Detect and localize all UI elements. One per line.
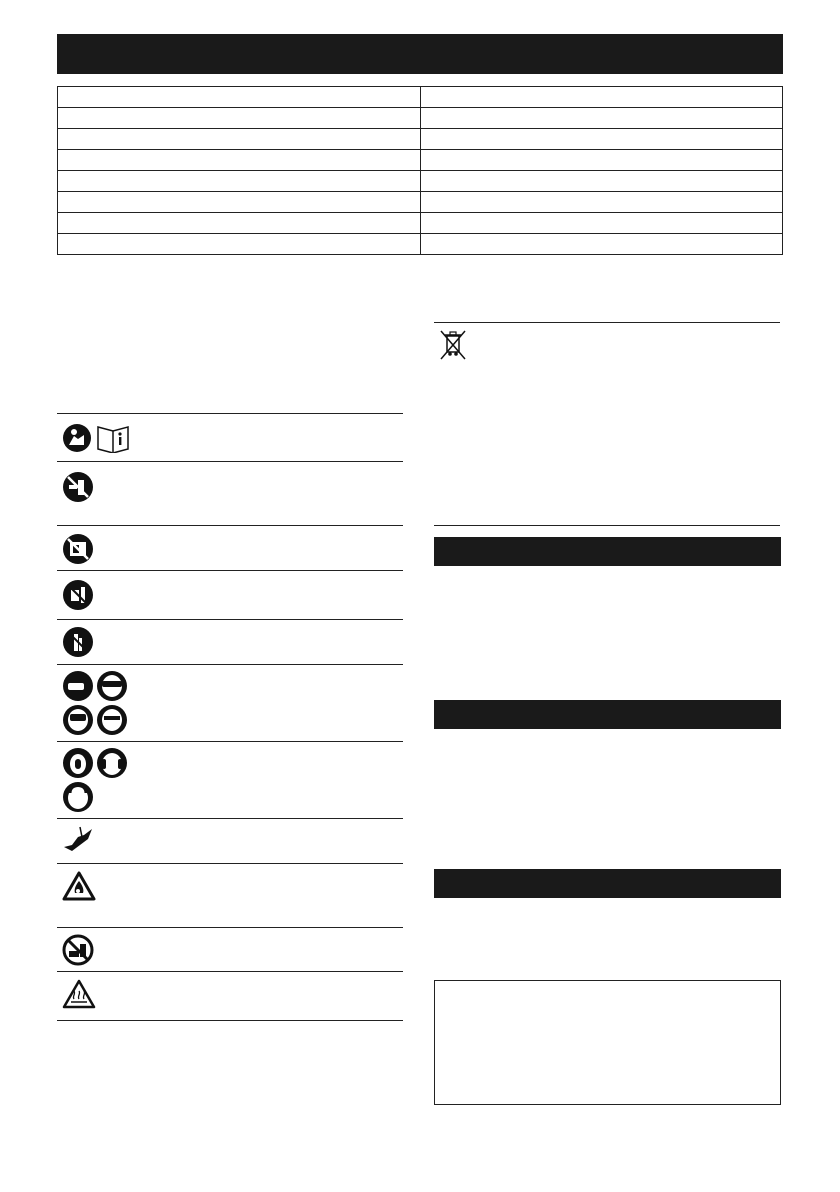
waste-section-top-rule xyxy=(434,322,780,323)
note-box xyxy=(434,980,781,1105)
symbols-rule xyxy=(57,741,403,742)
title-bar xyxy=(57,34,783,74)
spec-table-row xyxy=(58,87,783,108)
spec-value-cell xyxy=(420,150,783,171)
read-manual-icon xyxy=(62,423,162,458)
no-recoil-hand-icon xyxy=(62,471,94,508)
hot-surface-icon xyxy=(62,979,96,1014)
spec-value-cell xyxy=(420,234,783,255)
spec-value-cell xyxy=(420,87,783,108)
ear-protection-icons xyxy=(62,747,134,818)
spec-label-cell xyxy=(58,171,421,192)
section-heading-bar-1 xyxy=(434,537,781,566)
section-heading-bar-2 xyxy=(434,700,781,729)
specification-table xyxy=(57,86,783,255)
spec-table-row xyxy=(58,150,783,171)
eye-protection-icons xyxy=(62,670,134,741)
symbols-rule xyxy=(57,570,403,571)
symbols-rule xyxy=(57,413,403,414)
spec-table-row xyxy=(58,234,783,255)
spec-label-cell xyxy=(58,129,421,150)
symbols-rule xyxy=(57,664,403,665)
symbols-rule xyxy=(57,927,403,928)
spec-value-cell xyxy=(420,171,783,192)
no-blade-touch-icon xyxy=(62,533,94,570)
no-finger-icon xyxy=(62,579,94,616)
spec-label-cell xyxy=(58,108,421,129)
spec-value-cell xyxy=(420,192,783,213)
waste-section-bottom-rule xyxy=(434,525,780,526)
spec-table-row xyxy=(58,213,783,234)
section-heading-bar-3 xyxy=(434,869,781,898)
spec-label-cell xyxy=(58,213,421,234)
symbols-rule xyxy=(57,619,403,620)
fire-hazard-icon xyxy=(62,871,96,906)
spec-label-cell xyxy=(58,192,421,213)
no-smoking-fuel-icon xyxy=(62,934,94,971)
chainsaw-kickback-icon xyxy=(62,825,98,860)
spec-label-cell xyxy=(58,150,421,171)
symbols-rule xyxy=(57,1020,403,1021)
spec-table-row xyxy=(58,129,783,150)
spec-label-cell xyxy=(58,234,421,255)
crossed-out-wheeled-bin-icon xyxy=(438,328,468,367)
symbols-rule xyxy=(57,525,403,526)
spec-value-cell xyxy=(420,108,783,129)
symbols-rule xyxy=(57,461,403,462)
spec-table-row xyxy=(58,192,783,213)
spec-table-row xyxy=(58,171,783,192)
spec-value-cell xyxy=(420,129,783,150)
spec-label-cell xyxy=(58,87,421,108)
symbols-rule xyxy=(57,863,403,864)
symbols-rule xyxy=(57,971,403,972)
no-bystander-icon xyxy=(62,626,94,663)
symbols-rule xyxy=(57,818,403,819)
spec-value-cell xyxy=(420,213,783,234)
spec-table-row xyxy=(58,108,783,129)
